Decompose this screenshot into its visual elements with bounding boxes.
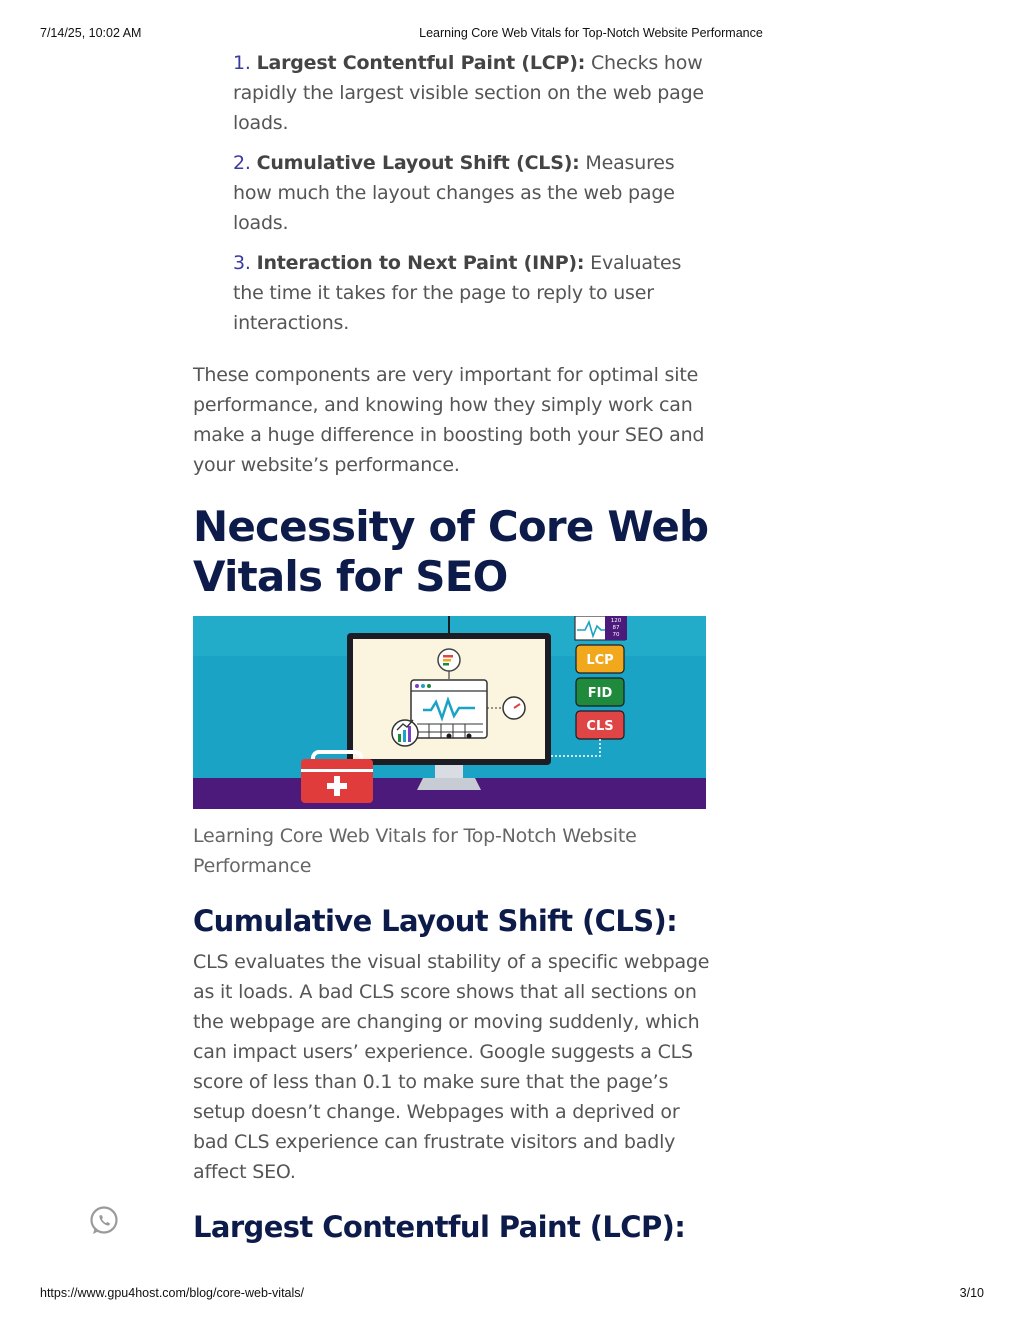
hero-image xyxy=(193,616,706,809)
article-content xyxy=(193,48,713,1253)
list-number: 1. xyxy=(233,52,251,74)
list-desc: Evaluates the time it takes for the page to reply to user interactions. xyxy=(233,252,682,334)
vitals-list xyxy=(193,48,713,338)
list-item xyxy=(233,148,713,238)
core-web-vitals-illustration xyxy=(193,616,706,809)
cls-heading: Cumulative Layout Shift (CLS): xyxy=(193,904,678,938)
list-number: 2. xyxy=(233,152,251,174)
list-desc: Checks how rapidly the largest visible section on the web page loads. xyxy=(233,52,704,134)
list-term: Interaction to Next Paint (INP): xyxy=(256,252,585,274)
cls-badge-label: CLS xyxy=(586,719,614,734)
readout-value: 70 xyxy=(612,632,620,638)
list-desc: Measures how much the layout changes as the web page loads. xyxy=(233,152,675,234)
list-term: Cumulative Layout Shift (CLS): xyxy=(256,152,580,174)
print-doc-title: Learning Core Web Vitals for Top-Notch Website Performance xyxy=(419,26,763,40)
readout-value: 120 xyxy=(610,618,622,624)
print-url: https://www.gpu4host.com/blog/core-web-vitals/ xyxy=(40,1286,305,1300)
lcp-heading: Largest Contentful Paint (LCP): xyxy=(193,1210,686,1244)
readout-value: 87 xyxy=(612,625,620,631)
print-page-number: 3/10 xyxy=(959,1286,984,1300)
whatsapp-icon[interactable] xyxy=(88,1205,120,1237)
list-item xyxy=(233,48,713,138)
image-caption: Learning Core Web Vitals for Top-Notch Website Performance xyxy=(193,825,637,877)
list-term: Largest Contentful Paint (LCP): xyxy=(256,52,586,74)
fid-badge-label: FID xyxy=(587,686,613,701)
section-heading: Necessity of Core Web Vitals for SEO xyxy=(193,502,709,601)
print-datetime: 7/14/25, 10:02 AM xyxy=(40,26,142,40)
intro-paragraph: These components are very important for optimal site performance, and knowing how they simply work can make a huge difference in boosting both your SEO and your website’s performance. xyxy=(193,364,705,476)
lcp-badge-label: LCP xyxy=(586,653,614,668)
list-item xyxy=(233,248,713,338)
cls-paragraph: CLS evaluates the visual stability of a specific webpage as it loads. A bad CLS score shows that all sections on the webpage are changing or moving suddenly, which can impact users’ experience. Google suggests a CLS score of less than 0.1 to make sure that the page’s setup doesn’t change. Webpages with a deprived or bad CLS experience can frustrate visitors and badly affect SEO. xyxy=(193,951,710,1183)
list-number: 3. xyxy=(233,252,251,274)
